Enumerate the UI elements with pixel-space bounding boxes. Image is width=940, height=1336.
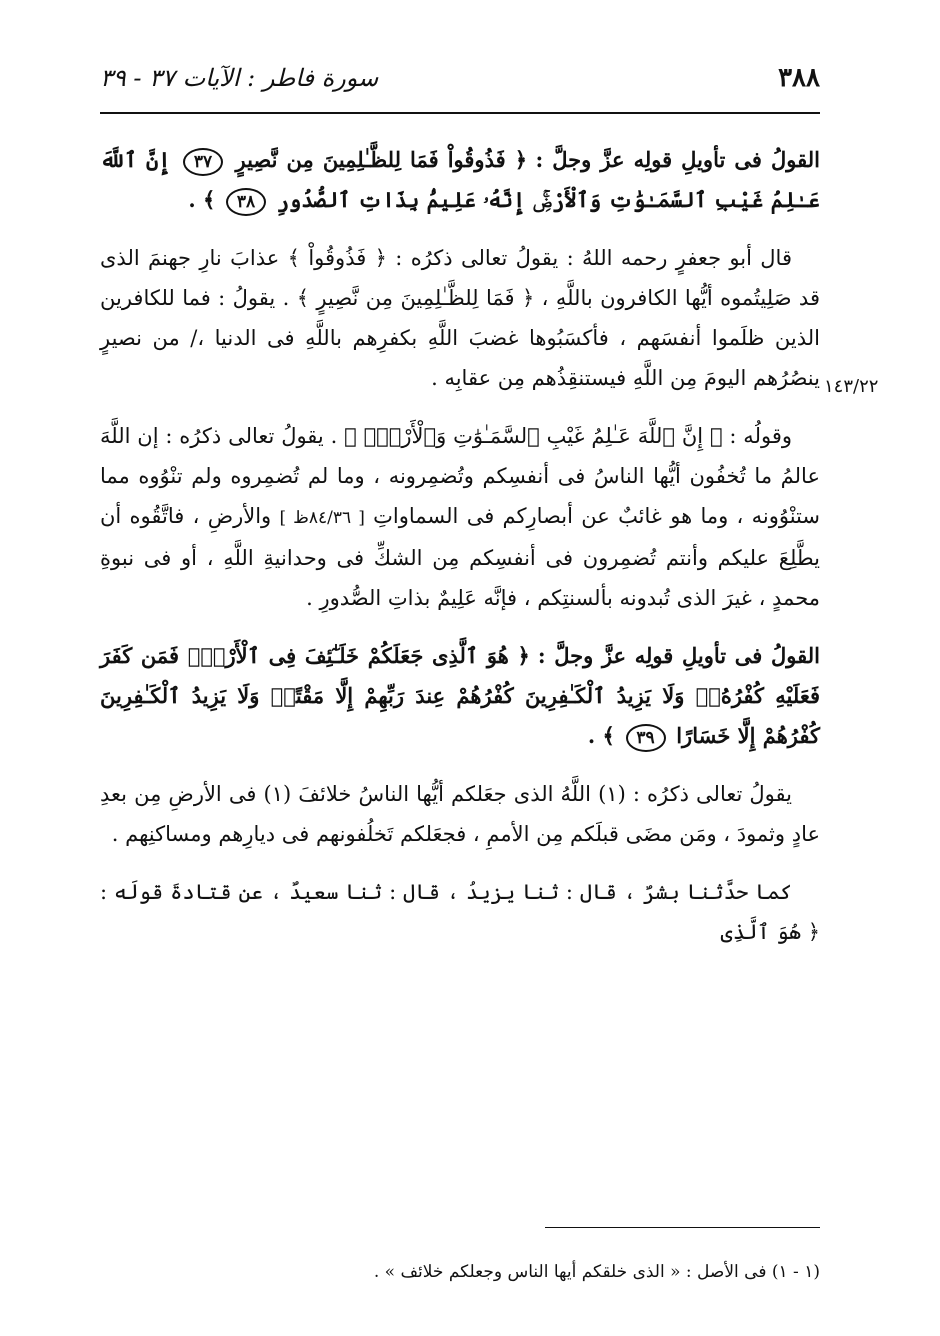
paragraph-heading-37-38 <box>100 140 820 220</box>
paragraph-commentary: قال أبو جعفرٍ رحمه اللهُ : يقولُ تعالى ذكرُه : ﴿ فَذُوقُواْ ﴾ عذابَ نارِ جهنمَ الذى قد صَلِيتُموه أيُّها الكافرون باللَّهِ ، ﴿ فَمَا لِلظَّـٰلِمِينَ مِن نَّصِيرٍ ﴾ . يقولُ : فما للكافرين الذين ظلَموا أنفسَهم ، فأكسَبُوها غضبَ اللَّهِ بكفرِهم باللَّهِ فى الدنيا ،/ من نصيرٍ ينصُرُهم اليومَ مِن اللَّهِ فيستنقِذُهم مِن عقابِه . <box>100 246 820 390</box>
commentary-text: وقولُه : ﴿ إِنَّ ٱللَّهَ عَـٰلِمُ غَيْبِ ٱلسَّمَـٰوَٰتِ وَٱلْأَرْضِۚ ﴾ . يقولُ تعالى ذكرُه : إن اللَّهَ عالمُ ما تُخفُون أيُّها الناسُ فى أنفسِكم وتُضمِرونه ، وما لم تُضمِروه ولم تنْوُوه مما ستنْوُونه ، وما هو غائبٌ عن أبصارِكم فى السماواتِ <box>100 424 820 528</box>
quran-verse: ﴿ فَذُوقُواْ فَمَا لِلظَّـٰلِمِينَ مِن نَّصِيرٍ <box>235 147 528 172</box>
verse-number-badge: ٣٩ <box>626 724 666 752</box>
section-lead: القولُ فى تأويلِ قولِه عزَّ وجلَّ : <box>535 147 820 172</box>
quran-verse: إِنَّ ٱللَّهَ عَـٰلِمُ غَيْبِ ٱلسَّمَـٰوَٰتِ وَٱلْأَرْضِۚ إِنَّهُۥ عَلِيمُۢ بِذَاتِ ٱلصُّدُورِ <box>100 147 820 212</box>
footnote: (١ - ١) فى الأصل : « الذى خلقكم أيها الناس وجعلكم خلائف » . <box>373 1262 820 1282</box>
verse-number-badge: ٣٨ <box>226 188 266 216</box>
page-number: ٣٨٨ <box>778 63 820 93</box>
paragraph-commentary: كما حدَّثنا بشرٌ ، قال : ثنا يزيدُ ، قال : ثنا سعيدٌ ، عن قتادةَ قولَه : ﴿ هُوَ ٱلَّذِى <box>100 880 820 944</box>
body-text <box>100 140 820 970</box>
section-lead: القولُ فى تأويلِ قولِه عزَّ وجلَّ : <box>537 643 820 668</box>
footnote-rule <box>545 1227 820 1228</box>
margin-reference: ١٤٣/٢٢ <box>824 376 879 397</box>
running-head <box>100 58 820 98</box>
quran-close: ﴾ . <box>188 187 216 212</box>
paragraph-commentary <box>100 416 820 618</box>
paragraph-commentary: يقولُ تعالى ذكرُه : (١) اللَّهُ الذى جعَلكم أيُّها الناسُ خلائفَ (١) فى الأرضِ مِن بعدِ عادٍ وثمودَ ، ومَن مضَى قبلَكم مِن الأممِ ، فجعَلكم تَخلُفونهم فى ديارِهم ومساكنِهم . <box>100 782 820 846</box>
quran-close: ﴾ . <box>587 723 615 748</box>
running-title: سورة فاطر : الآيات ٣٧ - ٣٩ <box>100 64 379 92</box>
paragraph-heading-39 <box>100 636 820 756</box>
quran-verse: ﴿ هُوَ ٱلَّذِى جَعَلَكُمْ خَلَـٰٓئِفَ فِى ٱلْأَرْضِۚ فَمَن كَفَرَ فَعَلَيْهِ كُفْرُهُۥۖ وَلَا يَزِيدُ ٱلْكَـٰفِرِينَ كُفْرُهُمْ عِندَ رَبِّهِمْ إِلَّا مَقْتًاۖ وَلَا يَزِيدُ ٱلْكَـٰفِرِينَ كُفْرُهُمْ إِلَّا خَسَارًا <box>100 643 820 748</box>
commentary-text: والأرضِ ، فاتَّقُوه أن يطَّلِعَ عليكم وأنتم تُضمِرون فى أنفسِكم مِن الشكِّ فى وحدانيةِ اللَّهِ ، أو فى نبوةِ محمدٍ ، غيرَ الذى تُبدونه بألسنتِكم ، فإنَّه عَلِيمٌ بذاتِ الصُّدورِ . <box>100 504 820 610</box>
header-rule <box>100 112 820 114</box>
manuscript-reference: [ ٨٤/٣٦ظ ] <box>279 508 365 528</box>
verse-number-badge: ٣٧ <box>183 148 223 176</box>
